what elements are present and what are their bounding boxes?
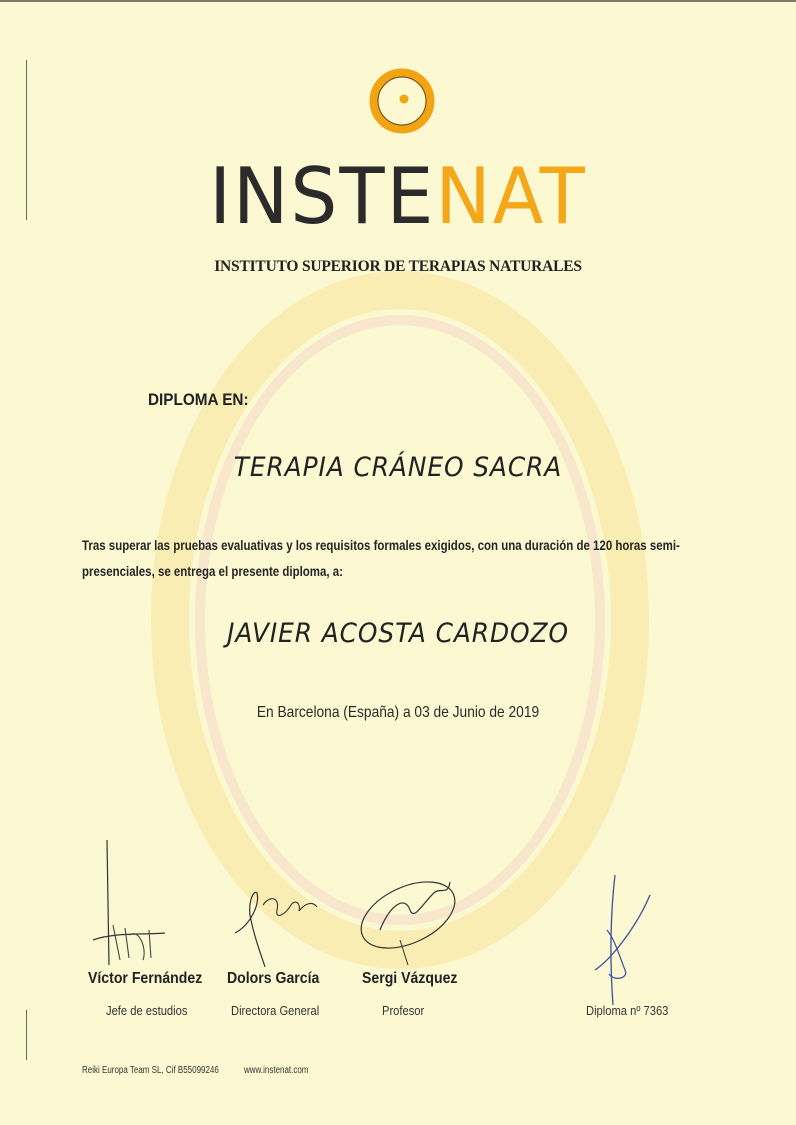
body-text-line-1: Tras superar las pruebas evaluativas y los requisitos formales exigidos, con una duración de 120 horas semi- [82,537,680,553]
signature-diploma-number [585,870,665,1010]
left-margin-mark-lower [26,1010,27,1060]
institute-subtitle: INSTITUTO SUPERIOR DE TERAPIAS NATURALES [214,258,582,275]
top-border-line [0,0,796,2]
signer-name-2: Dolors García [227,970,320,987]
course-title: TERAPIA CRÁNEO SACRA [233,452,563,483]
logo-word-accent: NAT [435,151,587,243]
diploma-label: DIPLOMA EN: [148,390,249,409]
place-date: En Barcelona (España) a 03 de Junio de 2019 [256,704,540,721]
body-text [82,532,722,584]
signer-role-1: Jefe de estudios [106,1003,188,1018]
footer-company: Reiki Europa Team SL, Cif B55099246 [82,1065,219,1076]
footer-website: www.instenat.com [244,1065,309,1076]
signer-name-3: Sergi Vázquez [362,970,458,987]
logo-wordmark [0,151,796,243]
recipient-name: JAVIER ACOSTA CARDOZO [227,618,569,649]
signature-sergi-vazquez [350,870,465,970]
signer-role-2: Directora General [231,1003,320,1018]
body-text-line-2: presenciales, se entrega el presente diploma, a: [82,563,343,579]
signer-name-1: Víctor Fernández [88,970,203,987]
logo-sun-icon [367,66,437,136]
signature-dolors-garcia [225,885,325,970]
diploma-number: Diploma nº 7363 [586,1003,669,1018]
logo-word-dark: INSTE [209,151,436,243]
signer-role-3: Profesor [382,1003,425,1018]
signature-victor-fernandez [85,840,195,970]
